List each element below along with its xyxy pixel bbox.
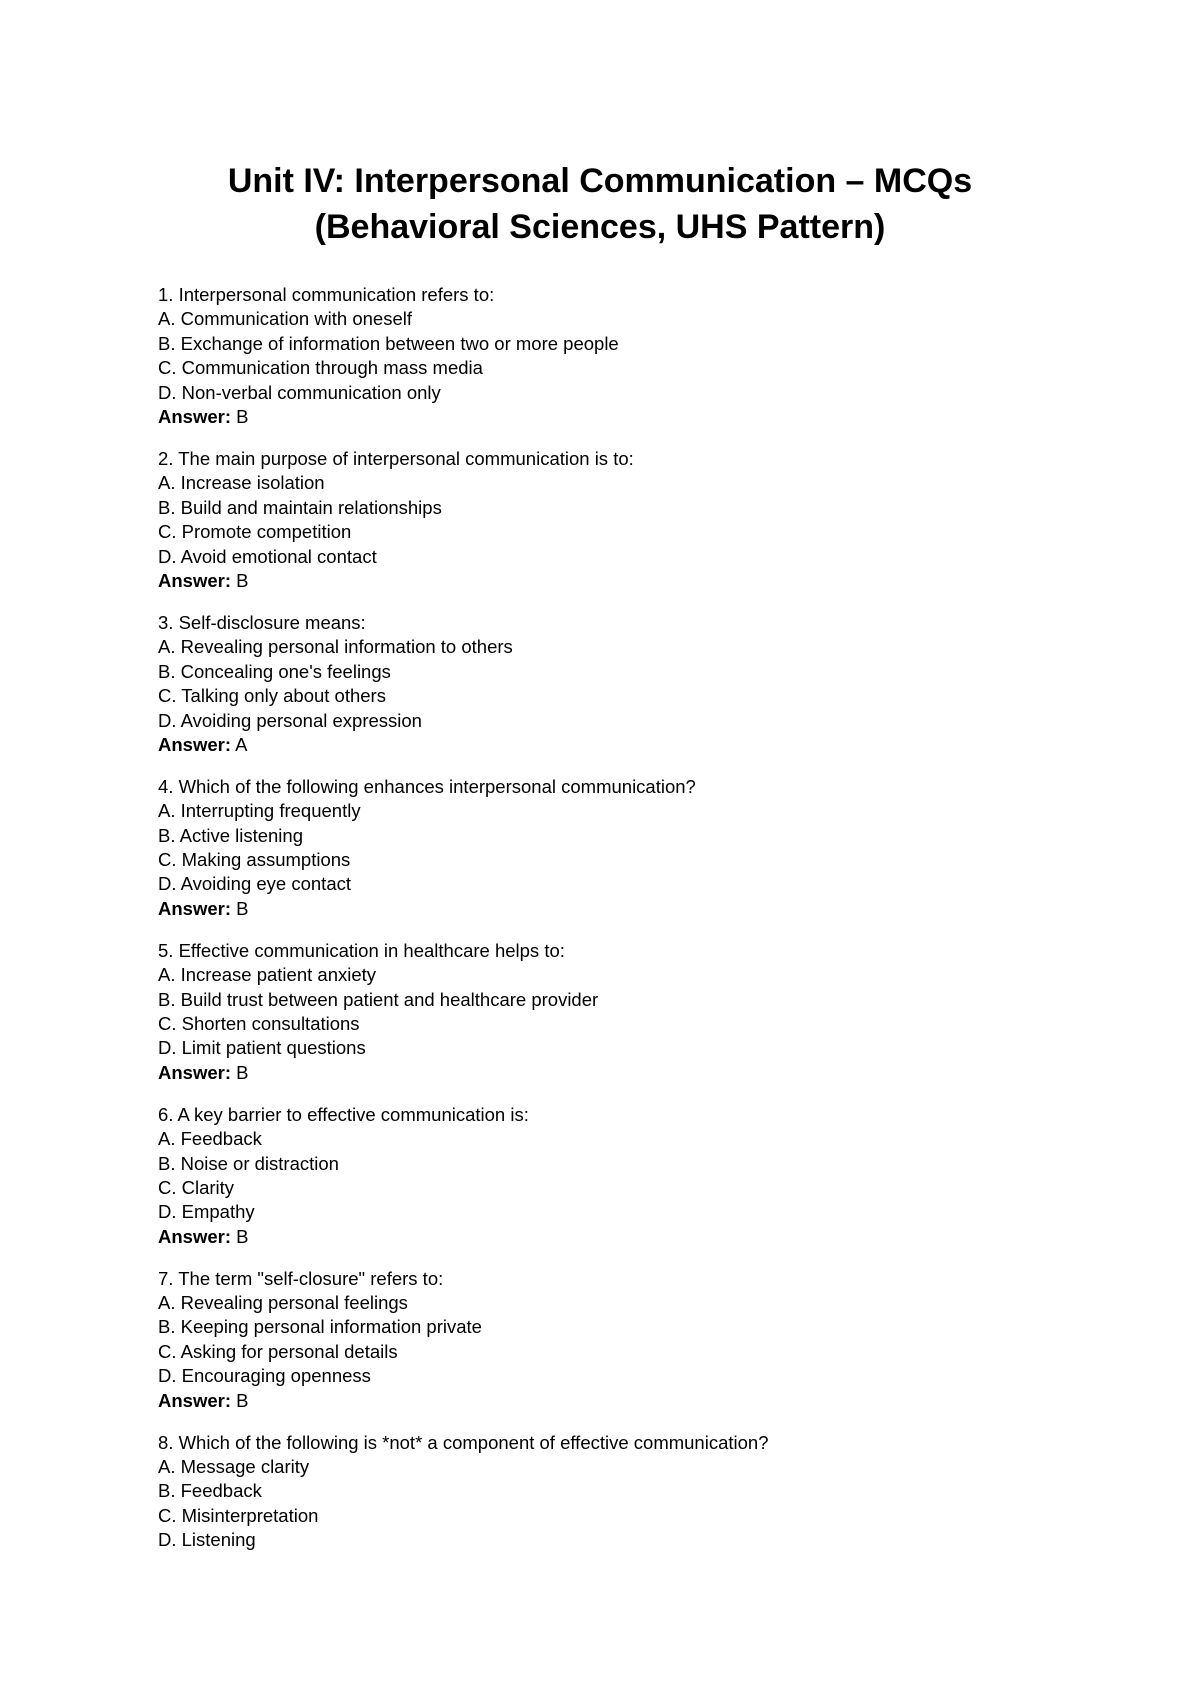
question-block <box>158 939 1118 1085</box>
answer-value: B <box>236 1061 249 1083</box>
answer-label: Answer: <box>158 1061 231 1083</box>
answer-label: Answer: <box>158 569 231 591</box>
answer-value: B <box>236 1225 249 1247</box>
answer-label: Answer: <box>158 733 231 755</box>
question-block <box>158 611 1118 757</box>
answer-option: B. Exchange of information between two or more people <box>158 332 619 354</box>
answer-option: D. Empathy <box>158 1201 255 1223</box>
answer-value: B <box>236 406 249 428</box>
answer-label: Answer: <box>158 1225 231 1247</box>
question-stem: 3. Self-disclosure means: <box>158 611 366 633</box>
answer-option: D. Limit patient questions <box>158 1037 366 1059</box>
question-block <box>158 1103 1118 1249</box>
answer-option: D. Non-verbal communication only <box>158 381 441 403</box>
answer-option: B. Keeping personal information private <box>158 1316 482 1338</box>
answer-option: A. Increase isolation <box>158 472 325 494</box>
answer-value: B <box>236 897 249 919</box>
answer-line <box>158 569 1118 593</box>
question-block <box>158 1267 1118 1413</box>
question-stem: 7. The term "self-closure" refers to: <box>158 1267 444 1289</box>
answer-option: B. Build and maintain relationships <box>158 496 442 518</box>
question-list <box>158 283 1118 1570</box>
answer-option: B. Noise or distraction <box>158 1152 339 1174</box>
answer-option: C. Making assumptions <box>158 849 351 871</box>
answer-option: C. Shorten consultations <box>158 1012 360 1034</box>
answer-label: Answer: <box>158 1389 231 1411</box>
answer-option: B. Concealing one's feelings <box>158 660 391 682</box>
answer-line <box>158 1061 1118 1085</box>
answer-option: B. Feedback <box>158 1480 262 1502</box>
answer-option: D. Listening <box>158 1529 256 1551</box>
answer-option: C. Promote competition <box>158 521 352 543</box>
answer-option: C. Talking only about others <box>158 685 386 707</box>
answer-line <box>158 405 1118 429</box>
answer-label: Answer: <box>158 897 231 919</box>
answer-line <box>158 897 1118 921</box>
answer-line <box>158 1225 1118 1249</box>
answer-line <box>158 733 1118 757</box>
answer-option: C. Communication through mass media <box>158 357 483 379</box>
question-stem: 2. The main purpose of interpersonal communication is to: <box>158 447 634 469</box>
question-stem: 1. Interpersonal communication refers to: <box>158 284 495 305</box>
answer-option: D. Avoiding eye contact <box>158 873 352 895</box>
answer-option: A. Revealing personal feelings <box>158 1292 408 1314</box>
answer-label: Answer: <box>158 406 231 428</box>
answer-option: A. Communication with oneself <box>158 308 412 330</box>
answer-line <box>158 1389 1118 1413</box>
answer-option: A. Interrupting frequently <box>158 800 361 822</box>
question-stem: 5. Effective communication in healthcare helps to: <box>158 939 565 961</box>
answer-option: B. Build trust between patient and healthcare provider <box>158 988 599 1010</box>
answer-option: C. Asking for personal details <box>158 1340 398 1362</box>
answer-option: A. Message clarity <box>158 1455 310 1477</box>
answer-option: B. Active listening <box>158 824 303 846</box>
answer-option: A. Revealing personal information to others <box>158 636 513 658</box>
question-stem: 8. Which of the following is *not* a component of effective communication? <box>158 1431 769 1453</box>
question-block <box>158 775 1118 921</box>
question-block <box>158 283 1118 429</box>
answer-option: D. Avoid emotional contact <box>158 545 377 567</box>
answer-option: A. Feedback <box>158 1128 262 1150</box>
title-line-2: (Behavioral Sciences, UHS Pattern) <box>314 208 886 246</box>
answer-option: D. Avoiding personal expression <box>158 709 422 731</box>
answer-option: A. Increase patient anxiety <box>158 964 377 986</box>
answer-option: C. Misinterpretation <box>158 1504 319 1526</box>
question-stem: 6. A key barrier to effective communication is: <box>158 1103 529 1125</box>
answer-value: B <box>236 569 249 591</box>
question-stem: 4. Which of the following enhances interpersonal communication? <box>158 775 696 797</box>
answer-value: A <box>235 733 248 755</box>
page-title <box>0 158 1200 250</box>
question-block <box>158 1431 1118 1553</box>
answer-value: B <box>236 1389 249 1411</box>
question-block <box>158 447 1118 593</box>
title-line-1: Unit IV: Interpersonal Communication – MCQs <box>227 162 973 200</box>
answer-option: C. Clarity <box>158 1176 235 1198</box>
answer-option: D. Encouraging openness <box>158 1365 371 1387</box>
